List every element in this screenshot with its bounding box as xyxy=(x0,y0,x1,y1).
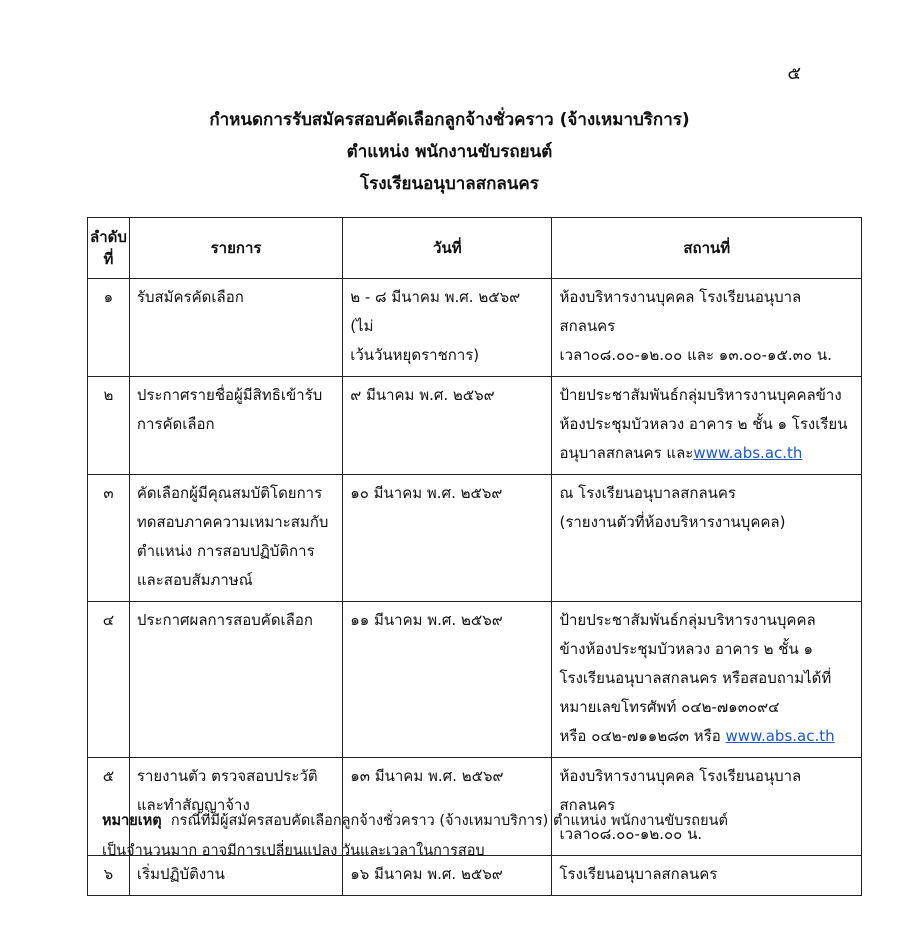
row-place-line: ณ โรงเรียนอนุบาลสกลนคร xyxy=(559,484,736,502)
row-date-line: ๑๑ มีนาคม พ.ศ. ๒๕๖๙ xyxy=(350,611,503,629)
row-item xyxy=(129,279,342,377)
row-number: ๓ xyxy=(88,475,130,602)
row-place-line: ห้องประชุมบัวหลวง อาคาร ๒ ชั้น ๑ โรงเรียน xyxy=(559,415,848,433)
note-label: หมายเหตุ xyxy=(102,813,162,829)
page-number: ๕ xyxy=(787,63,801,84)
row-place-line: (รายงานตัวที่ห้องบริหารงานบุคคล) xyxy=(559,513,786,531)
row-item-line: และสอบสัมภาษณ์ xyxy=(136,571,253,589)
schedule-rows xyxy=(88,279,862,896)
row-item-line: ตำแหน่ง การสอบปฏิบัติการ xyxy=(136,542,315,560)
header-item: รายการ xyxy=(129,218,342,279)
website-link[interactable]: www.abs.ac.th xyxy=(693,444,803,462)
header-no xyxy=(88,218,130,279)
row-item-line: ประกาศผลการสอบคัดเลือก xyxy=(136,611,313,629)
row-item-line: รายงานตัว ตรวจสอบประวัติ xyxy=(136,767,318,785)
row-item-line: การคัดเลือก xyxy=(136,415,215,433)
row-place xyxy=(552,279,862,377)
row-place-line: โรงเรียนอนุบาลสกลนคร xyxy=(559,865,718,883)
row-item xyxy=(129,475,342,602)
note-block xyxy=(102,806,802,866)
row-item-line: เริ่มปฏิบัติงาน xyxy=(136,865,225,883)
row-number: ๑ xyxy=(88,279,130,377)
row-item-line: และทำสัญญาจ้าง xyxy=(136,796,250,814)
row-date xyxy=(343,279,552,377)
row-number: ๔ xyxy=(88,602,130,758)
row-item-line: ประกาศรายชื่อผู้มีสิทธิเข้ารับ xyxy=(136,386,323,404)
row-place xyxy=(552,475,862,602)
heading-line-3: โรงเรียนอนุบาลสกลนคร xyxy=(360,174,539,194)
header-date: วันที่ xyxy=(343,218,552,279)
row-item-line: ทดสอบภาคความเหมาะสมกับ xyxy=(136,513,329,531)
row-place-line: ห้องบริหารงานบุคคล โรงเรียนอนุบาลสกลนคร xyxy=(559,288,802,335)
row-date xyxy=(343,377,552,475)
header-no-line-2: ที่ xyxy=(103,250,114,268)
header-place: สถานที่ xyxy=(552,218,862,279)
row-date xyxy=(343,602,552,758)
row-date-line: ๙ มีนาคม พ.ศ. ๒๕๖๙ xyxy=(350,386,495,404)
row-item-line: คัดเลือกผู้มีคุณสมบัติโดยการ xyxy=(136,484,323,502)
row-place-prefix: อนุบาลสกลนคร และ xyxy=(559,444,694,462)
row-place-line: ข้างห้องประชุมบัวหลวง อาคาร ๒ ชั้น ๑ xyxy=(559,640,814,658)
note-line-1 xyxy=(102,806,802,836)
row-place xyxy=(552,602,862,758)
row-date xyxy=(343,475,552,602)
row-place-line xyxy=(559,439,854,468)
document-heading xyxy=(0,104,899,200)
website-link[interactable]: www.abs.ac.th xyxy=(725,727,835,745)
table-header-row xyxy=(88,218,862,279)
header-no-line-1: ลำดับ xyxy=(90,228,127,246)
row-number: ๒ xyxy=(88,377,130,475)
row-item xyxy=(129,377,342,475)
row-place-line: หมายเลขโทรศัพท์ ๐๔๒-๗๑๓๐๙๔ xyxy=(559,698,780,716)
note-line-2: เป็นจำนวนมาก อาจมีการเปลี่ยนแปลง วันและเวลาในการสอบ xyxy=(102,843,485,859)
schedule-table xyxy=(87,217,862,896)
row-place-prefix: หรือ ๐๔๒-๗๑๑๒๘๓ หรือ xyxy=(559,727,726,745)
table-row xyxy=(88,475,862,602)
table-row xyxy=(88,602,862,758)
row-place-line: เวลา๐๘.๐๐-๑๒.๐๐ และ ๑๓.๐๐-๑๕.๓๐ น. xyxy=(559,346,832,364)
note-text-1: กรณีที่มีผู้สมัครสอบคัดเลือกลูกจ้างชั่วคราว (จ้างเหมาบริการ) ตำแหน่ง พนักงานขับรถยนต์ xyxy=(170,813,728,829)
row-date-line: ๒ - ๘ มีนาคม พ.ศ. ๒๕๖๙ (ไม่ xyxy=(350,288,521,335)
row-place-line: ห้องบริหารงานบุคคล โรงเรียนอนุบาลสกลนคร xyxy=(559,767,802,814)
row-number: ๖ xyxy=(88,856,130,896)
row-date-line: เว้นวันหยุดราชการ) xyxy=(350,346,480,364)
table-row xyxy=(88,279,862,377)
row-place-line: ป้ายประชาสัมพันธ์กลุ่มบริหารงานบุคคลข้าง xyxy=(559,386,842,404)
row-item-line: รับสมัครคัดเลือก xyxy=(136,288,244,306)
heading-line-1: กำหนดการรับสมัครสอบคัดเลือกลูกจ้างชั่วคราว (จ้างเหมาบริการ) xyxy=(209,110,690,130)
row-date-line: ๑๖ มีนาคม พ.ศ. ๒๕๖๙ xyxy=(350,865,503,883)
row-place-line: โรงเรียนอนุบาลสกลนคร หรือสอบถามได้ที่ xyxy=(559,669,832,687)
row-place-line: ป้ายประชาสัมพันธ์กลุ่มบริหารงานบุคคล xyxy=(559,611,816,629)
table-row xyxy=(88,377,862,475)
row-date-line: ๑๐ มีนาคม พ.ศ. ๒๕๖๙ xyxy=(350,484,503,502)
row-place-line: เวลา๐๘.๐๐-๑๒.๐๐ น. xyxy=(559,825,703,843)
heading-line-2: ตำแหน่ง พนักงานขับรถยนต์ xyxy=(346,142,553,162)
row-place-line xyxy=(559,722,854,751)
row-number: ๕ xyxy=(88,758,130,856)
row-place xyxy=(552,377,862,475)
row-item xyxy=(129,602,342,758)
row-date-line: ๑๓ มีนาคม พ.ศ. ๒๕๖๙ xyxy=(350,767,504,785)
